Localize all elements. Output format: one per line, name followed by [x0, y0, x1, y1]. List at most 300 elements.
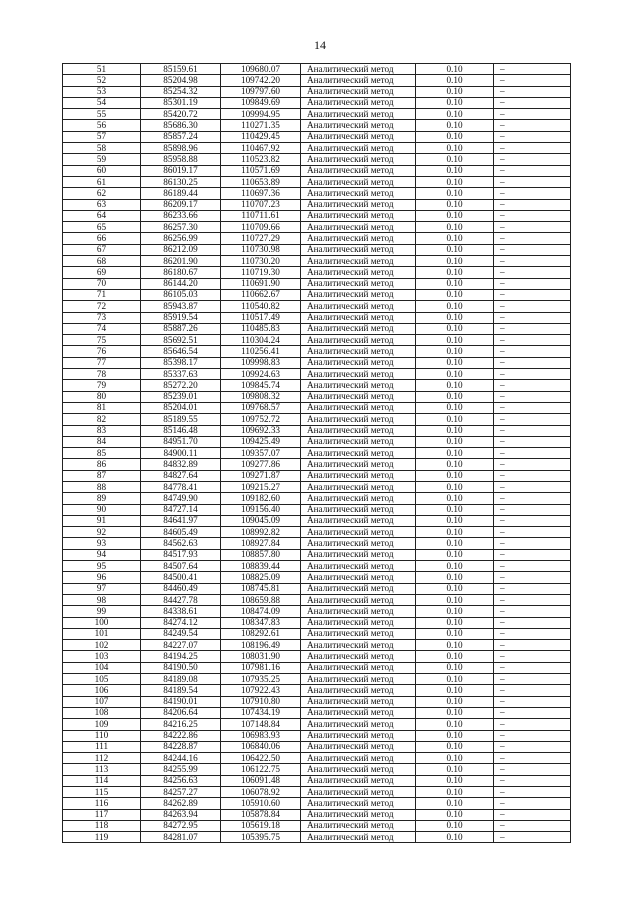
table-row: [63, 583, 571, 594]
description-cell: –: [494, 538, 571, 549]
point-number-cell: 73: [63, 312, 141, 323]
table-row: [63, 809, 571, 820]
point-number-cell: 89: [63, 493, 141, 504]
accuracy-cell: 0.10: [416, 459, 494, 470]
method-cell: Аналитический метод: [301, 617, 416, 628]
description-cell: –: [494, 64, 571, 75]
description-cell: –: [494, 369, 571, 380]
method-cell: Аналитический метод: [301, 380, 416, 391]
method-cell: Аналитический метод: [301, 436, 416, 447]
description-cell: –: [494, 402, 571, 413]
accuracy-cell: 0.10: [416, 820, 494, 831]
method-cell: Аналитический метод: [301, 346, 416, 357]
table-row: [63, 764, 571, 775]
x-coordinate-cell: 84227.07: [141, 640, 221, 651]
point-number-cell: 53: [63, 86, 141, 97]
accuracy-cell: 0.10: [416, 64, 494, 75]
accuracy-cell: 0.10: [416, 244, 494, 255]
y-coordinate-cell: 109215.27: [221, 481, 301, 492]
table-row: [63, 425, 571, 436]
y-coordinate-cell: 105878.84: [221, 809, 301, 820]
table-row: [63, 832, 571, 843]
y-coordinate-cell: 110304.24: [221, 335, 301, 346]
description-cell: –: [494, 504, 571, 515]
point-number-cell: 79: [63, 380, 141, 391]
accuracy-cell: 0.10: [416, 222, 494, 233]
y-coordinate-cell: 110653.89: [221, 176, 301, 187]
method-cell: Аналитический метод: [301, 527, 416, 538]
description-cell: –: [494, 357, 571, 368]
x-coordinate-cell: 84216.25: [141, 719, 221, 730]
method-cell: Аналитический метод: [301, 414, 416, 425]
x-coordinate-cell: 84189.54: [141, 685, 221, 696]
description-cell: –: [494, 459, 571, 470]
accuracy-cell: 0.10: [416, 86, 494, 97]
x-coordinate-cell: 84832.89: [141, 459, 221, 470]
y-coordinate-cell: 107910.80: [221, 696, 301, 707]
point-number-cell: 57: [63, 131, 141, 142]
method-cell: Аналитический метод: [301, 97, 416, 108]
method-cell: Аналитический метод: [301, 696, 416, 707]
table-row: [63, 233, 571, 244]
x-coordinate-cell: 84500.41: [141, 572, 221, 583]
accuracy-cell: 0.10: [416, 504, 494, 515]
accuracy-cell: 0.10: [416, 674, 494, 685]
description-cell: –: [494, 549, 571, 560]
point-number-cell: 66: [63, 233, 141, 244]
x-coordinate-cell: 84281.07: [141, 832, 221, 843]
description-cell: –: [494, 188, 571, 199]
x-coordinate-cell: 84244.16: [141, 753, 221, 764]
accuracy-cell: 0.10: [416, 75, 494, 86]
description-cell: –: [494, 436, 571, 447]
point-number-cell: 92: [63, 527, 141, 538]
table-row: [63, 380, 571, 391]
table-row: [63, 278, 571, 289]
table-row: [63, 436, 571, 447]
table-row: [63, 787, 571, 798]
point-number-cell: 52: [63, 75, 141, 86]
description-cell: –: [494, 267, 571, 278]
method-cell: Аналитический метод: [301, 470, 416, 481]
description-cell: –: [494, 210, 571, 221]
method-cell: Аналитический метод: [301, 369, 416, 380]
x-coordinate-cell: 84262.89: [141, 798, 221, 809]
point-number-cell: 56: [63, 120, 141, 131]
y-coordinate-cell: 110256.41: [221, 346, 301, 357]
method-cell: Аналитический метод: [301, 312, 416, 323]
method-cell: Аналитический метод: [301, 402, 416, 413]
x-coordinate-cell: 84255.99: [141, 764, 221, 775]
accuracy-cell: 0.10: [416, 493, 494, 504]
x-coordinate-cell: 84257.27: [141, 787, 221, 798]
table-row: [63, 741, 571, 752]
method-cell: Аналитический метод: [301, 798, 416, 809]
accuracy-cell: 0.10: [416, 143, 494, 154]
description-cell: –: [494, 86, 571, 97]
table-row: [63, 820, 571, 831]
method-cell: Аналитический метод: [301, 707, 416, 718]
x-coordinate-cell: 86256.99: [141, 233, 221, 244]
table-row: [63, 538, 571, 549]
y-coordinate-cell: 107434.19: [221, 707, 301, 718]
table-row: [63, 289, 571, 300]
table-row: [63, 707, 571, 718]
x-coordinate-cell: 84951.70: [141, 436, 221, 447]
y-coordinate-cell: 106122.75: [221, 764, 301, 775]
x-coordinate-cell: 84427.78: [141, 594, 221, 605]
table-row: [63, 256, 571, 267]
description-cell: –: [494, 707, 571, 718]
description-cell: –: [494, 470, 571, 481]
x-coordinate-cell: 85898.96: [141, 143, 221, 154]
description-cell: –: [494, 594, 571, 605]
x-coordinate-cell: 84272.95: [141, 820, 221, 831]
accuracy-cell: 0.10: [416, 651, 494, 662]
description-cell: –: [494, 97, 571, 108]
accuracy-cell: 0.10: [416, 787, 494, 798]
table-row: [63, 176, 571, 187]
table-row: [63, 549, 571, 560]
point-number-cell: 54: [63, 97, 141, 108]
method-cell: Аналитический метод: [301, 764, 416, 775]
point-number-cell: 68: [63, 256, 141, 267]
method-cell: Аналитический метод: [301, 448, 416, 459]
accuracy-cell: 0.10: [416, 267, 494, 278]
method-cell: Аналитический метод: [301, 651, 416, 662]
accuracy-cell: 0.10: [416, 730, 494, 741]
table-row: [63, 493, 571, 504]
x-coordinate-cell: 85857.24: [141, 131, 221, 142]
method-cell: Аналитический метод: [301, 391, 416, 402]
accuracy-cell: 0.10: [416, 527, 494, 538]
table-row: [63, 504, 571, 515]
x-coordinate-cell: 84189.08: [141, 674, 221, 685]
method-cell: Аналитический метод: [301, 267, 416, 278]
description-cell: –: [494, 493, 571, 504]
y-coordinate-cell: 109768.57: [221, 402, 301, 413]
method-cell: Аналитический метод: [301, 176, 416, 187]
y-coordinate-cell: 109998.83: [221, 357, 301, 368]
method-cell: Аналитический метод: [301, 787, 416, 798]
y-coordinate-cell: 107981.16: [221, 662, 301, 673]
description-cell: –: [494, 662, 571, 673]
accuracy-cell: 0.10: [416, 380, 494, 391]
table-row: [63, 222, 571, 233]
table-row: [63, 640, 571, 651]
y-coordinate-cell: 106840.06: [221, 741, 301, 752]
point-number-cell: 63: [63, 199, 141, 210]
y-coordinate-cell: 108927.84: [221, 538, 301, 549]
accuracy-cell: 0.10: [416, 210, 494, 221]
page-number: 14: [314, 38, 326, 52]
method-cell: Аналитический метод: [301, 244, 416, 255]
y-coordinate-cell: 110523.82: [221, 154, 301, 165]
x-coordinate-cell: 86212.09: [141, 244, 221, 255]
x-coordinate-cell: 85398.17: [141, 357, 221, 368]
point-number-cell: 113: [63, 764, 141, 775]
x-coordinate-cell: 86105.03: [141, 289, 221, 300]
accuracy-cell: 0.10: [416, 256, 494, 267]
accuracy-cell: 0.10: [416, 515, 494, 526]
table-row: [63, 75, 571, 86]
description-cell: –: [494, 120, 571, 131]
method-cell: Аналитический метод: [301, 199, 416, 210]
accuracy-cell: 0.10: [416, 561, 494, 572]
table-row: [63, 267, 571, 278]
method-cell: Аналитический метод: [301, 719, 416, 730]
table-row: [63, 674, 571, 685]
point-number-cell: 101: [63, 628, 141, 639]
accuracy-cell: 0.10: [416, 233, 494, 244]
method-cell: Аналитический метод: [301, 662, 416, 673]
x-coordinate-cell: 86233.66: [141, 210, 221, 221]
description-cell: –: [494, 775, 571, 786]
point-number-cell: 65: [63, 222, 141, 233]
description-cell: –: [494, 414, 571, 425]
y-coordinate-cell: 110727.29: [221, 233, 301, 244]
x-coordinate-cell: 85887.26: [141, 323, 221, 334]
method-cell: Аналитический метод: [301, 481, 416, 492]
description-cell: –: [494, 75, 571, 86]
point-number-cell: 118: [63, 820, 141, 831]
table-row: [63, 335, 571, 346]
x-coordinate-cell: 84206.64: [141, 707, 221, 718]
point-number-cell: 76: [63, 346, 141, 357]
y-coordinate-cell: 110571.69: [221, 165, 301, 176]
point-number-cell: 87: [63, 470, 141, 481]
y-coordinate-cell: 110707.23: [221, 199, 301, 210]
y-coordinate-cell: 107935.25: [221, 674, 301, 685]
table-row: [63, 572, 571, 583]
method-cell: Аналитический метод: [301, 606, 416, 617]
x-coordinate-cell: 85943.87: [141, 301, 221, 312]
x-coordinate-cell: 85301.19: [141, 97, 221, 108]
y-coordinate-cell: 108825.09: [221, 572, 301, 583]
accuracy-cell: 0.10: [416, 97, 494, 108]
x-coordinate-cell: 85420.72: [141, 109, 221, 120]
y-coordinate-cell: 109692.33: [221, 425, 301, 436]
method-cell: Аналитический метод: [301, 335, 416, 346]
point-number-cell: 105: [63, 674, 141, 685]
x-coordinate-cell: 85146.48: [141, 425, 221, 436]
table-row: [63, 730, 571, 741]
method-cell: Аналитический метод: [301, 685, 416, 696]
point-number-cell: 104: [63, 662, 141, 673]
description-cell: –: [494, 481, 571, 492]
description-cell: –: [494, 289, 571, 300]
y-coordinate-cell: 110711.61: [221, 210, 301, 221]
method-cell: Аналитический метод: [301, 109, 416, 120]
y-coordinate-cell: 109849.69: [221, 97, 301, 108]
description-cell: –: [494, 674, 571, 685]
y-coordinate-cell: 110662.67: [221, 289, 301, 300]
table-row: [63, 402, 571, 413]
accuracy-cell: 0.10: [416, 696, 494, 707]
method-cell: Аналитический метод: [301, 233, 416, 244]
point-number-cell: 84: [63, 436, 141, 447]
x-coordinate-cell: 86201.90: [141, 256, 221, 267]
x-coordinate-cell: 84256.63: [141, 775, 221, 786]
x-coordinate-cell: 84507.64: [141, 561, 221, 572]
y-coordinate-cell: 109357.07: [221, 448, 301, 459]
method-cell: Аналитический метод: [301, 741, 416, 752]
description-cell: –: [494, 109, 571, 120]
table-row: [63, 775, 571, 786]
description-cell: –: [494, 346, 571, 357]
table-row: [63, 798, 571, 809]
x-coordinate-cell: 85337.63: [141, 369, 221, 380]
method-cell: Аналитический метод: [301, 538, 416, 549]
accuracy-cell: 0.10: [416, 109, 494, 120]
method-cell: Аналитический метод: [301, 809, 416, 820]
method-cell: Аналитический метод: [301, 515, 416, 526]
point-number-cell: 81: [63, 402, 141, 413]
x-coordinate-cell: 86144.20: [141, 278, 221, 289]
method-cell: Аналитический метод: [301, 753, 416, 764]
table-row: [63, 64, 571, 75]
point-number-cell: 61: [63, 176, 141, 187]
accuracy-cell: 0.10: [416, 753, 494, 764]
y-coordinate-cell: 110719.30: [221, 267, 301, 278]
x-coordinate-cell: 84263.94: [141, 809, 221, 820]
method-cell: Аналитический метод: [301, 674, 416, 685]
description-cell: –: [494, 561, 571, 572]
point-number-cell: 93: [63, 538, 141, 549]
x-coordinate-cell: 85204.01: [141, 402, 221, 413]
description-cell: –: [494, 798, 571, 809]
y-coordinate-cell: 109845.74: [221, 380, 301, 391]
table-row: [63, 143, 571, 154]
coordinates-table-body: [63, 64, 571, 843]
y-coordinate-cell: 109797.60: [221, 86, 301, 97]
accuracy-cell: 0.10: [416, 357, 494, 368]
description-cell: –: [494, 222, 571, 233]
table-row: [63, 617, 571, 628]
x-coordinate-cell: 86019.17: [141, 165, 221, 176]
accuracy-cell: 0.10: [416, 583, 494, 594]
accuracy-cell: 0.10: [416, 425, 494, 436]
method-cell: Аналитический метод: [301, 165, 416, 176]
method-cell: Аналитический метод: [301, 775, 416, 786]
table-row: [63, 696, 571, 707]
point-number-cell: 94: [63, 549, 141, 560]
x-coordinate-cell: 84900.11: [141, 448, 221, 459]
x-coordinate-cell: 84460.49: [141, 583, 221, 594]
point-number-cell: 97: [63, 583, 141, 594]
description-cell: –: [494, 583, 571, 594]
y-coordinate-cell: 106422.50: [221, 753, 301, 764]
accuracy-cell: 0.10: [416, 741, 494, 752]
point-number-cell: 71: [63, 289, 141, 300]
accuracy-cell: 0.10: [416, 369, 494, 380]
accuracy-cell: 0.10: [416, 764, 494, 775]
method-cell: Аналитический метод: [301, 301, 416, 312]
accuracy-cell: 0.10: [416, 809, 494, 820]
point-number-cell: 108: [63, 707, 141, 718]
y-coordinate-cell: 110697.36: [221, 188, 301, 199]
y-coordinate-cell: 108292.61: [221, 628, 301, 639]
x-coordinate-cell: 84249.54: [141, 628, 221, 639]
description-cell: –: [494, 425, 571, 436]
point-number-cell: 96: [63, 572, 141, 583]
point-number-cell: 90: [63, 504, 141, 515]
y-coordinate-cell: 108745.81: [221, 583, 301, 594]
description-cell: –: [494, 730, 571, 741]
description-cell: –: [494, 753, 571, 764]
description-cell: –: [494, 832, 571, 843]
point-number-cell: 67: [63, 244, 141, 255]
accuracy-cell: 0.10: [416, 199, 494, 210]
point-number-cell: 86: [63, 459, 141, 470]
x-coordinate-cell: 84194.25: [141, 651, 221, 662]
description-cell: –: [494, 696, 571, 707]
method-cell: Аналитический метод: [301, 572, 416, 583]
x-coordinate-cell: 85919.54: [141, 312, 221, 323]
x-coordinate-cell: 86257.30: [141, 222, 221, 233]
accuracy-cell: 0.10: [416, 481, 494, 492]
description-cell: –: [494, 820, 571, 831]
description-cell: –: [494, 527, 571, 538]
y-coordinate-cell: 109924.63: [221, 369, 301, 380]
description-cell: –: [494, 131, 571, 142]
method-cell: Аналитический метод: [301, 594, 416, 605]
point-number-cell: 112: [63, 753, 141, 764]
method-cell: Аналитический метод: [301, 131, 416, 142]
point-number-cell: 64: [63, 210, 141, 221]
description-cell: –: [494, 154, 571, 165]
y-coordinate-cell: 108031.90: [221, 651, 301, 662]
description-cell: –: [494, 628, 571, 639]
description-cell: –: [494, 606, 571, 617]
y-coordinate-cell: 110271.35: [221, 120, 301, 131]
y-coordinate-cell: 108196.49: [221, 640, 301, 651]
x-coordinate-cell: 85646.54: [141, 346, 221, 357]
accuracy-cell: 0.10: [416, 719, 494, 730]
description-cell: –: [494, 809, 571, 820]
y-coordinate-cell: 108347.83: [221, 617, 301, 628]
accuracy-cell: 0.10: [416, 572, 494, 583]
x-coordinate-cell: 84274.12: [141, 617, 221, 628]
table-row: [63, 109, 571, 120]
x-coordinate-cell: 86130.25: [141, 176, 221, 187]
x-coordinate-cell: 85272.20: [141, 380, 221, 391]
point-number-cell: 109: [63, 719, 141, 730]
point-number-cell: 72: [63, 301, 141, 312]
y-coordinate-cell: 109994.95: [221, 109, 301, 120]
x-coordinate-cell: 85958.88: [141, 154, 221, 165]
point-number-cell: 51: [63, 64, 141, 75]
description-cell: –: [494, 323, 571, 334]
method-cell: Аналитический метод: [301, 549, 416, 560]
description-cell: –: [494, 787, 571, 798]
x-coordinate-cell: 86189.44: [141, 188, 221, 199]
description-cell: –: [494, 640, 571, 651]
accuracy-cell: 0.10: [416, 640, 494, 651]
table-row: [63, 414, 571, 425]
description-cell: –: [494, 143, 571, 154]
description-cell: –: [494, 719, 571, 730]
table-row: [63, 301, 571, 312]
x-coordinate-cell: 84749.90: [141, 493, 221, 504]
accuracy-cell: 0.10: [416, 188, 494, 199]
method-cell: Аналитический метод: [301, 143, 416, 154]
table-row: [63, 369, 571, 380]
table-row: [63, 391, 571, 402]
y-coordinate-cell: 109156.40: [221, 504, 301, 515]
x-coordinate-cell: 84222.86: [141, 730, 221, 741]
table-row: [63, 154, 571, 165]
